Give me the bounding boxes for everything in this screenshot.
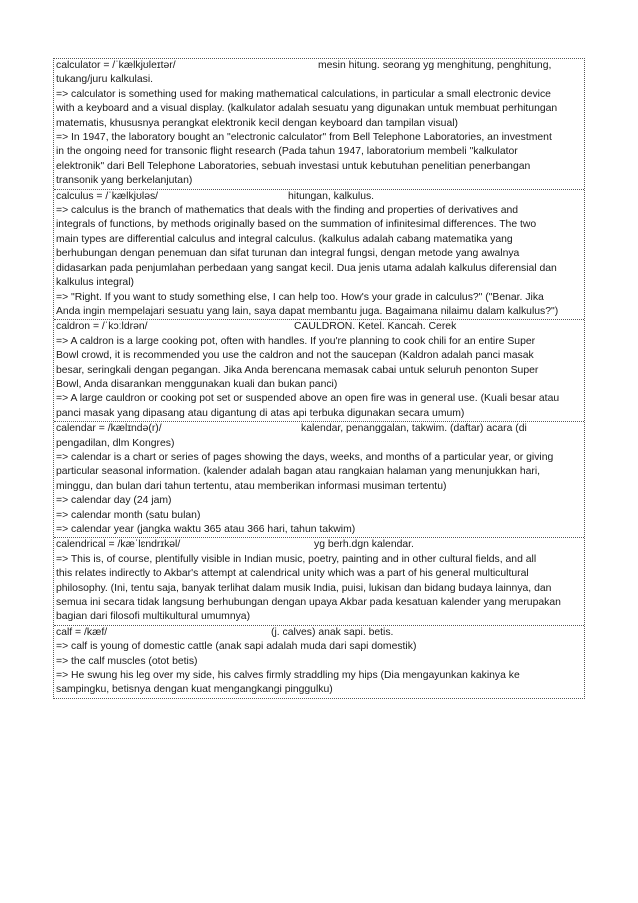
entry-line: main types are differential calculus and integral calculus. (kalkulus adalah cabang matematika yang [56, 233, 513, 245]
entry-line: Bowl, Anda disarankan menggunakan kuali dan bukan panci) [56, 378, 338, 390]
headword: calendrical = /kæˈlɛndrɪkəl/ [56, 539, 181, 551]
entry-line: tukang/juru kalkulasi. [56, 74, 154, 86]
entry-line: => calculus is the branch of mathematics that deals with the finding and properties of derivatives and [56, 205, 519, 217]
headword: calendar = /kælɪndə(r)/ [56, 423, 162, 435]
entry-head [56, 422, 582, 436]
entry-line: => In 1947, the laboratory bought an "electronic calculator" from Bell Telephone Laboratories, an investment [56, 132, 552, 144]
entry-head [56, 59, 582, 73]
entry-line: matematis, khususnya perangkat elektronik kecil dengan keyboard dan tampilan visual) [56, 117, 458, 129]
entry-line: philosophy. (Ini, tentu saja, banyak terlihat dalam musik India, puisi, lukisan dan bidang budaya lainnya, dan [56, 582, 552, 594]
entry-line: Bowl crowd, it is recommended you use the caldron and not the saucepan (Kaldron adalah panci masak [56, 350, 534, 362]
entry-line: => calendar year (jangka waktu 365 atau 366 hari, tahun takwim) [56, 524, 356, 535]
entry-line: in the ongoing need for transonic flight research (Pada tahun 1947, laboratorium membeli "kalkulator [56, 146, 518, 158]
entry-head [56, 538, 582, 552]
entry-line: sampingku, betisnya dengan kuat mengangkangi pinggulku) [56, 684, 333, 696]
entry-calculus [54, 190, 584, 321]
meaning: yg berh.dgn kalendar. [314, 539, 414, 551]
entry-line: didasarkan pada penjumlahan perbedaan yang sangat kecil. Dua jenis utama adalah kalkulus diferensial dan [56, 262, 557, 274]
entry-calf [54, 626, 584, 698]
entry-line: bagian dari filosofi multikultural umumnya) [56, 611, 251, 623]
entry-line: kalkulus integral) [56, 277, 134, 289]
headword: calculator = /ˈkælkjʊleɪtər/ [56, 60, 176, 71]
meaning: hitungan, kalkulus. [288, 190, 375, 202]
entry-line: => He swung his leg over my side, his calves firmly straddling my hips (Dia mengayunkan kakinya ke [56, 670, 520, 682]
headword: caldron = /ˈkɔːldrən/ [56, 321, 148, 333]
entry-caldron [54, 320, 584, 422]
entry-line: with a keyboard and a visual display. (kalkulator adalah sesuatu yang digunakan untuk membuat perhitungan [56, 103, 558, 115]
entry-line: this relates indirectly to Akbar's attempt at calendrical unity which was a part of his general multicultural [56, 568, 529, 580]
entry-line: semua ini secara tidak langsung berhubungan dengan upaya Akbar pada kesatuan kalender yang merupakan [56, 597, 561, 609]
headword: calculus = /ˈkælkjʊləs/ [56, 190, 159, 202]
dictionary-table [53, 58, 585, 699]
entry-head [56, 320, 582, 334]
entry-line: minggu, dan bulan dari tahun tertentu, atau memberikan informasi musiman tertentu) [56, 480, 447, 492]
entry-line: pengadilan, dlm Kongres) [56, 437, 175, 449]
entry-line: transonik yang berkelanjutan) [56, 175, 193, 187]
headword: calf = /kæf/ [56, 626, 108, 638]
entry-line: => "Right. If you want to study something else, I can help too. How's your grade in calculus?" ("Benar. Jika [56, 291, 544, 303]
entry-line: => calendar month (satu bulan) [56, 509, 201, 521]
entry-line: => A large cauldron or cooking pot set or suspended above an open fire was in general use. (Kuali besar atau [56, 393, 560, 405]
entry-line: berhubungan dengan penemuan dan sifat turunan dan integral fungsi, dengan metode yang awalnya [56, 248, 520, 260]
entry-head [56, 190, 582, 204]
entry-line: => calculator is something used for making mathematical calculations, in particular a small electronic device [56, 88, 551, 100]
meaning: CAULDRON. Ketel. Kancah. Cerek [294, 321, 457, 333]
entry-calendrical [54, 538, 584, 625]
meaning: kalendar, penanggalan, takwim. (daftar) acara (di [301, 423, 527, 435]
entry-line: => calendar day (24 jam) [56, 495, 172, 507]
entry-line: besar, seringkali dengan pegangan. Jika Anda berencana memasak cabai untuk seluruh penonton Super [56, 364, 539, 376]
entry-calculator [54, 59, 584, 190]
entry-line: panci masak yang dipasang atau digantung di atas api terbuka digunakan secara umum) [56, 407, 465, 419]
entry-line: integrals of functions, by methods originally based on the summation of infinitesimal differences. The two [56, 219, 537, 231]
entry-line: => A caldron is a large cooking pot, often with handles. If you're planning to cook chili for an entire Super [56, 335, 536, 347]
entry-line: => calf is young of domestic cattle (anak sapi adalah muda dari sapi domestik) [56, 641, 417, 653]
entry-line: particular seasonal information. (kalender adalah bagan atau rangkaian halaman yang menunjukkan hari, [56, 466, 541, 478]
entry-head [56, 626, 582, 640]
entry-calendar [54, 422, 584, 538]
entry-line: => the calf muscles (otot betis) [56, 655, 198, 667]
meaning: (j. calves) anak sapi. betis. [271, 626, 394, 638]
meaning: mesin hitung. seorang yg menghitung, penghitung, [318, 60, 552, 71]
entry-line: => This is, of course, plentifully visible in Indian music, poetry, painting and in other cultural fields, and all [56, 553, 537, 565]
entry-line: elektronik" dari Bell Telephone Laboratories, sebuah investasi untuk kebutuhan penelitian penerbangan [56, 160, 531, 172]
entry-line: => calendar is a chart or series of pages showing the days, weeks, and months of a particular year, or giving [56, 451, 554, 463]
entry-line: Anda ingin mempelajari sesuatu yang lain, saya dapat membantu juga. Bagaimana nilaimu dalam kalkulus?") [56, 305, 559, 317]
